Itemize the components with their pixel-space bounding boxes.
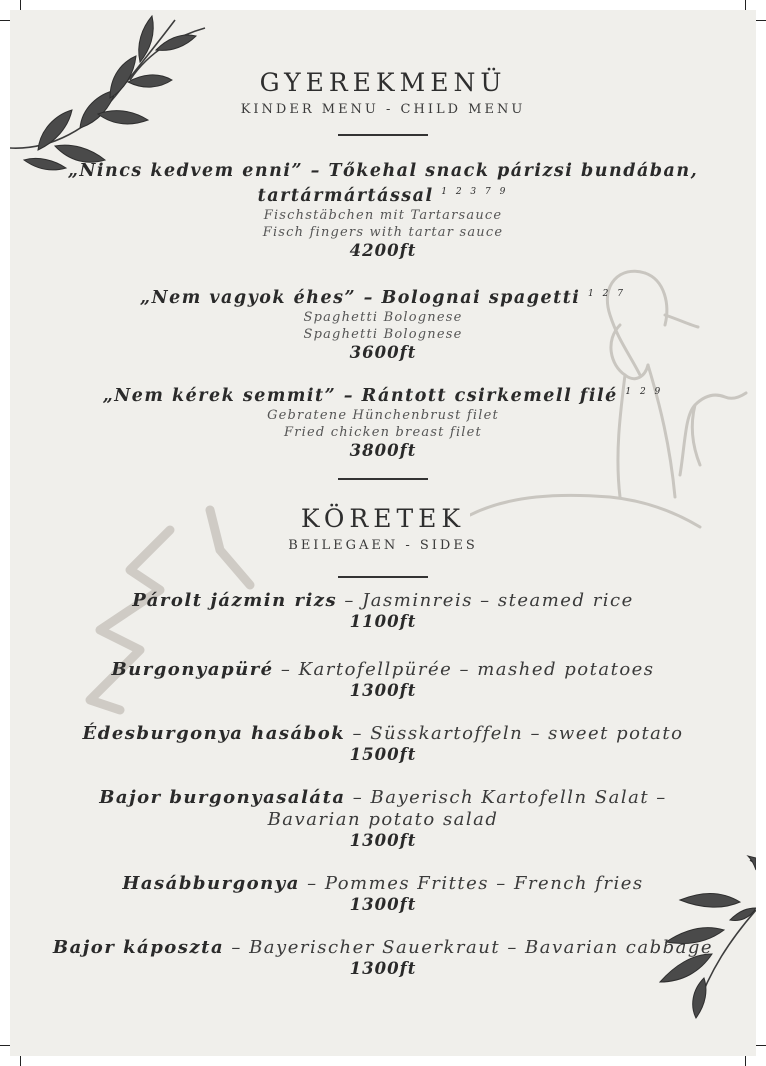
side-item [40, 659, 726, 701]
divider [338, 134, 428, 136]
side-price: 1300ft [349, 959, 417, 978]
item-price: 3800ft [349, 440, 417, 460]
item-name: „Nem kérek semmit” – Rántott csirkemell filé [102, 385, 618, 406]
divider [338, 478, 428, 480]
crop-mark [745, 0, 746, 10]
side-name: Bajor káposzta [52, 937, 225, 958]
item-name: „Nincs kedvem enni” – Tőkehal snack párizsi bundában, tartármártással [67, 161, 699, 206]
side-translations: – Pommes Frittes – French fries [299, 873, 644, 894]
crop-mark [0, 1045, 10, 1046]
menu-page [10, 10, 756, 1056]
sides-subtitle: BEILEGAEN - SIDES [288, 538, 478, 553]
item-german: Gebratene Hünchenbrust filet [267, 407, 499, 423]
allergen-numbers: 1 2 3 7 9 [441, 187, 509, 197]
kids-menu-item [40, 161, 726, 261]
item-english: Fried chicken breast filet [284, 424, 482, 440]
side-price: 1500ft [349, 745, 417, 764]
side-item [50, 787, 716, 851]
side-item [40, 937, 726, 979]
kids-menu-title: GYEREKMENÜ [259, 68, 507, 97]
crop-mark [756, 20, 766, 21]
allergen-numbers: 1 2 7 [588, 289, 626, 299]
side-translations: – Süsskartoffeln – sweet potato [345, 723, 684, 744]
crop-mark [756, 1045, 766, 1046]
side-price: 1300ft [349, 681, 417, 700]
crop-mark [0, 20, 10, 21]
item-german: Spaghetti Bolognese [303, 309, 463, 325]
side-name: Édesburgonya hasábok [82, 723, 346, 744]
side-name: Hasábburgonya [122, 873, 300, 894]
kids-menu-subtitle: KINDER MENU - CHILD MENU [240, 102, 526, 117]
crop-mark [745, 1056, 746, 1066]
side-name: Burgonyapüré [111, 659, 274, 680]
sides-title: KÖRETEK [300, 504, 466, 533]
item-price: 4200ft [349, 240, 417, 260]
kids-menu-item [40, 284, 726, 363]
side-translations: – Bayerisch Kartofelln Salat – Bavarian potato salad [267, 787, 667, 830]
side-item [40, 723, 726, 765]
crop-mark [20, 1056, 21, 1066]
kids-menu-item [40, 382, 726, 461]
side-price: 1300ft [349, 895, 417, 914]
item-name: „Nem vagyok éhes” – Bolognai spagetti [140, 287, 581, 308]
item-price: 3600ft [349, 342, 417, 362]
item-english: Spaghetti Bolognese [303, 326, 463, 342]
side-price: 1100ft [349, 612, 417, 631]
side-price: 1300ft [349, 831, 417, 850]
side-name: Párolt jázmin rizs [132, 590, 338, 611]
item-english: Fisch fingers with tartar sauce [262, 224, 504, 240]
divider [338, 576, 428, 578]
item-german: Fischstäbchen mit Tartarsauce [263, 207, 503, 223]
side-item [40, 590, 726, 632]
side-translations: – Jasminreis – steamed rice [337, 590, 634, 611]
crop-mark [20, 0, 21, 10]
side-translations: – Bayerischer Sauerkraut – Bavarian cabbage [224, 937, 714, 958]
side-item [40, 873, 726, 915]
side-name: Bajor burgonyasaláta [99, 787, 346, 808]
allergen-numbers: 1 2 9 [625, 387, 664, 397]
side-translations: – Kartofellpürée – mashed potatoes [273, 659, 655, 680]
